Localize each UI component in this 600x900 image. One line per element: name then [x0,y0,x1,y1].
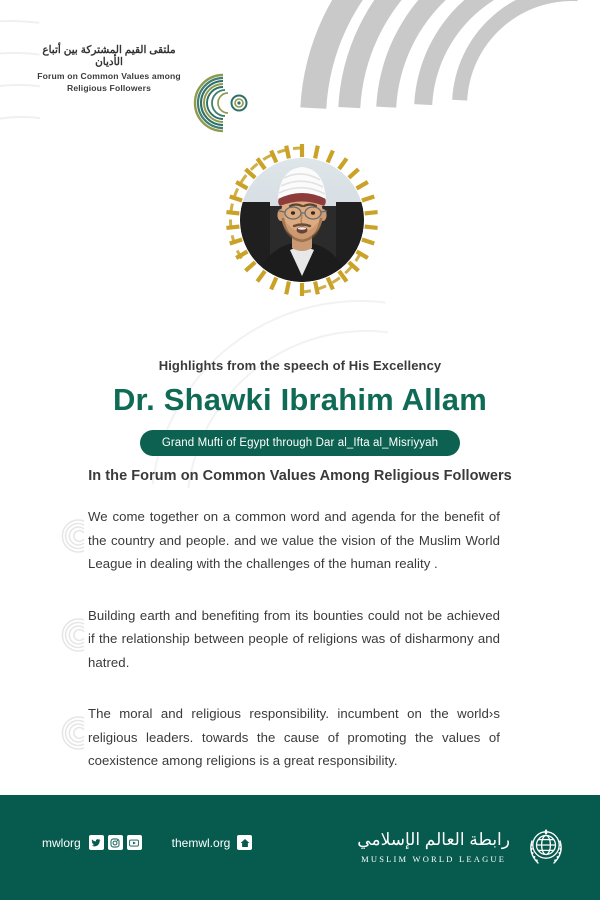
globe-wreath-emblem [522,823,570,871]
forum-name-english-line2: Religious Followers [66,82,152,93]
concentric-arcs-circle-logo [192,72,254,134]
list-item [0,702,600,773]
twitter-icon[interactable] [89,835,104,850]
quote-text: Building earth and benefiting from its bounties could not be achieved if the relationship between people of religions was of disharmony and hatred. [88,607,500,670]
portrait-block [222,140,382,320]
forum-wordmark [34,44,184,94]
quote-arc-icon [58,519,92,553]
forum-name-arabic: ملتقى القيم المشتركة بين أتباع الأديان [42,44,176,68]
instagram-icon[interactable] [108,835,123,850]
portrait-photo [240,158,364,282]
poster-header [0,38,600,108]
quote-text: The moral and religious responsibility. incumbent on the world›s religious leaders. towards the cause of promoting the values of coexistence among religions is a great responsibility. [88,706,500,768]
youtube-glyph [129,838,139,848]
home-glyph [240,838,250,848]
footer-social-block [42,835,252,850]
list-item [0,505,600,576]
footer-bar [0,795,600,900]
forum-name-english-line1: Forum on Common Values among [37,71,181,81]
home-icon[interactable] [237,835,252,850]
mwl-logo [357,823,570,871]
youtube-icon[interactable] [127,835,142,850]
quote-text: We come together on a common word and agenda for the benefit of the country and people. and we value the vision of the Muslim World League in dealing with the challenges of the human reality . [88,509,500,571]
mwl-name-arabic: رابطة العالم الإسلامي [357,829,510,849]
status-badge: Grand Mufti of Egypt through Dar al_Ifta al_Misriyyah [140,430,460,456]
quote-arc-icon [58,716,92,750]
social-handle: mwlorg [42,835,81,850]
instagram-glyph [110,838,120,848]
website-url[interactable]: themwl.org [171,835,231,850]
avatar [240,158,364,282]
forum-context-line: In the Forum on Common Values Among Religious Followers [88,468,512,484]
highlight-caption: Highlights from the speech of His Excellency [158,358,442,373]
list-item [0,604,600,675]
badge-row [0,430,600,456]
quote-arc-icon [58,618,92,652]
twitter-glyph [91,838,101,848]
mwl-name-english: MUSLIM WORLD LEAGUE [361,854,507,865]
page-title: Dr. Shawki Ibrahim Allam [112,382,488,417]
quotes-list [0,505,600,801]
social-icons [89,835,142,850]
website-group [172,835,253,850]
forum-name-english [34,71,184,94]
mwl-wordmark [357,830,510,864]
